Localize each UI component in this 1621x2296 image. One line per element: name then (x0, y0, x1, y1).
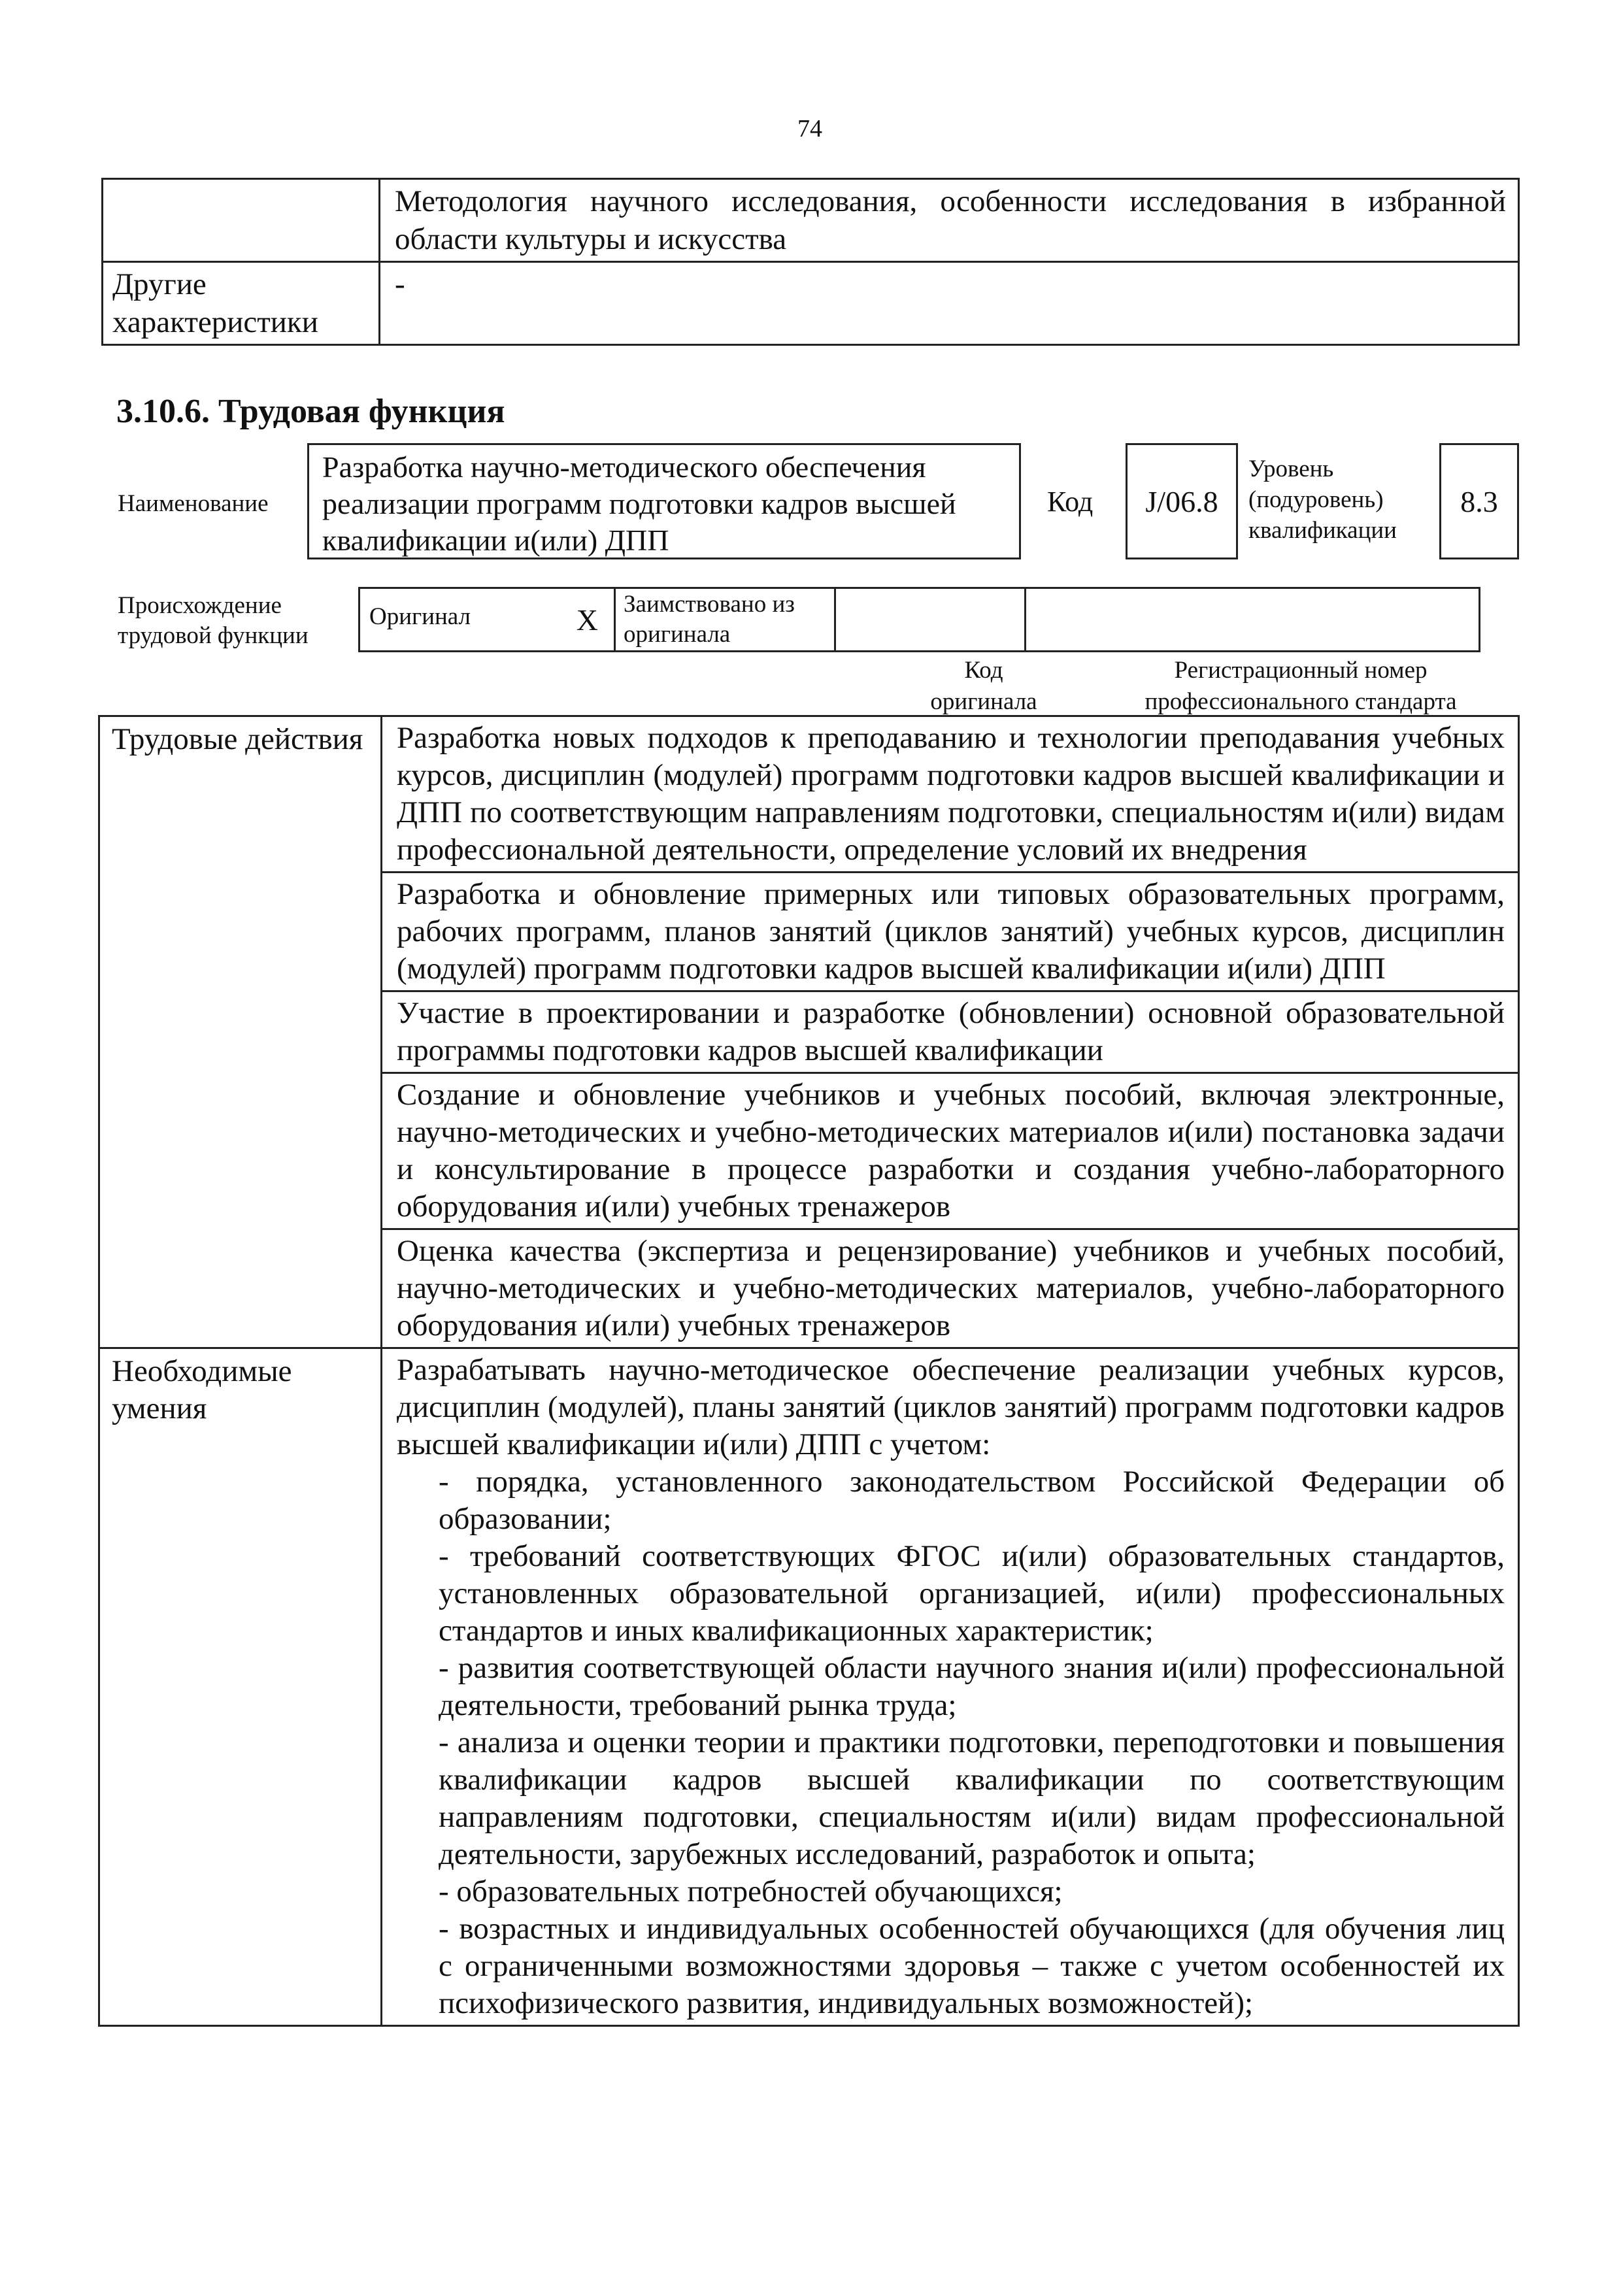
skill-item: - анализа и оценки теории и практики подготовки, переподготовки и повышения квалификации кадров высшей квалификации по соответствующим направлениям подготовки, специальностям и(или) видам профессиональной деятельности, зарубежных исследований, разработок и опыта; (439, 1725, 1505, 1871)
required-skills-cell (382, 1348, 1519, 2026)
labor-action-item: Участие в проектировании и разработке (обновлении) основной образовательной программы подготовки кадров высшей квалификации (382, 991, 1519, 1073)
origin-registration-cell (1026, 588, 1480, 652)
level-box: 8.3 (1439, 443, 1519, 559)
origin-borrowed-label: Заимствовано из оригинала (615, 588, 835, 652)
origin-original-cell (359, 588, 615, 652)
top-table-value-methodology: Методология научного исследования, особенности исследования в избранной области культуры и искусства (380, 179, 1519, 262)
code-label: Код (1047, 486, 1094, 518)
function-name-box: Разработка научно-методического обеспечения реализации программ подготовки кадров высшей квалификации и(или) ДПП (307, 443, 1021, 559)
labor-action-item: Разработка новых подходов к преподаванию и технологии преподавания учебных курсов, дисциплин (модулей) программ подготовки кадров высшей квалификации и ДПП по соответствующим направлениям подготовки, специальностям и(или) видам профессиональной деятельности, определение условий их внедрения (382, 716, 1519, 873)
labor-action-item: Разработка и обновление примерных или типовых образовательных программ, рабочих программ, планов занятий (циклов занятий) учебных курсов, дисциплин (модулей) программ подготовки кадров высшей квалификации и(или) ДПП (382, 873, 1519, 991)
page-number: 74 (797, 115, 822, 142)
skill-item: - развития соответствующей области научного знания и(или) профессиональной деятельности, требований рынка труда; (439, 1651, 1505, 1722)
other-characteristics-value: - (380, 262, 1519, 345)
skill-item: - образовательных потребностей обучающихся; (439, 1874, 1063, 1908)
caption-registration-number: Регистрационный номер профессионального стандарта (1145, 657, 1457, 715)
main-table (98, 715, 1520, 2027)
labor-actions-label: Трудовые действия (99, 716, 382, 1348)
name-label: Наименование (118, 490, 269, 517)
skills-intro: Разрабатывать научно-методическое обеспечение реализации учебных курсов, дисциплин (модулей), планы занятий (циклов занятий) программ подготовки кадров высшей квалификации и(или) ДПП с учетом: (397, 1353, 1505, 1461)
origin-original-label: Оригинал (369, 603, 471, 630)
origin-code-cell (835, 588, 1026, 652)
skill-item: - возрастных и индивидуальных особенностей обучающихся (для обучения лиц с ограниченными возможностями здоровья – также с учетом особенностей их психофизического развития, индивидуальных возможностей); (439, 1912, 1505, 2020)
section-title: 3.10.6. Трудовая функция (116, 393, 505, 430)
function-code-box: J/06.8 (1126, 443, 1238, 559)
level-label: Уровень (подуровень) квалификации (1248, 456, 1397, 544)
origin-original-mark: X (576, 603, 598, 637)
labor-action-item: Создание и обновление учебников и учебных пособий, включая электронные, научно-методических и учебно-методических материалов и(или) постановка задачи и консультирование в процессе разработки и создания учебно-лабораторного оборудования и(или) учебных тренажеров (382, 1073, 1519, 1229)
skill-item: - требований соответствующих ФГОС и(или) образовательных стандартов, установленных образовательной организацией, и(или) профессиональных стандартов и иных квалификационных характеристик; (439, 1539, 1505, 1648)
other-characteristics-label: Другие характеристики (103, 262, 380, 345)
origin-table (358, 587, 1480, 652)
caption-original-code: Код оригинала (930, 657, 1037, 715)
top-table (101, 178, 1520, 346)
top-table-label-empty (103, 179, 380, 262)
skill-item: - порядка, установленного законодательством Российской Федерации об образовании; (439, 1465, 1505, 1536)
labor-action-item: Оценка качества (экспертиза и рецензирование) учебников и учебных пособий, научно-методических и учебно-методических материалов, учебно-лабораторного оборудования и(или) учебных тренажеров (382, 1229, 1519, 1348)
origin-label: Происхождение трудовой функции (118, 592, 309, 649)
required-skills-label: Необходимые умения (99, 1348, 382, 2026)
